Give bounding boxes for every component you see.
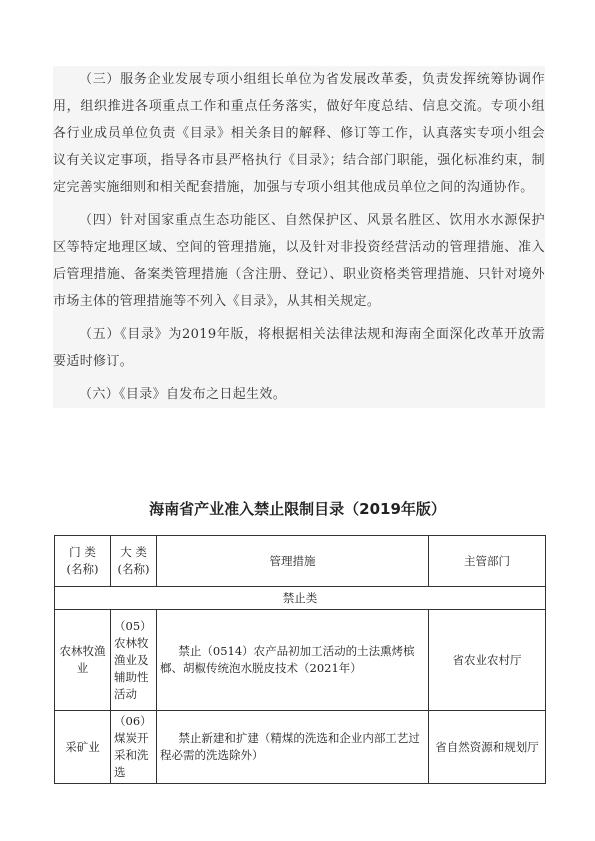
cell-major-class: （06）煤炭开采和洗选 [111,711,157,784]
catalog-table [54,535,546,784]
header-department: 主管部门 [429,536,546,587]
section-row [55,587,546,610]
cell-measure: 禁止（0514）农产品初加工活动的土法熏烤槟榔、胡椒传统泡水脱皮技术（2021年） [157,610,429,711]
cell-measure: 禁止新建和扩建（精煤的洗选和企业内部工艺过程必需的洗选除外） [157,711,429,784]
paragraph-3: （三）服务企业发展专项小组组长单位为省发展改革委，负责发挥统筹协调作用，组织推进各项重点工作和重点任务落实，做好年度总结、信息交流。专项小组各行业成员单位负责《目录》相关条目的解释、修订等工作，认真落实专项小组会议有关议定事项，指导各市县严格执行《目录》；结合部门职能，强化标准约束，制定完善实施细则和相关配套措施，加强与专项小组其他成员单位之间的沟通协作。 [53,72,545,195]
paragraph-6: （六）《目录》自发布之日起生效。 [79,387,287,402]
header-measure: 管理措施 [157,536,429,587]
cell-major-class: （05）农林牧渔业及辅助性活动 [111,610,157,711]
header-category: 门 类 (名称) [55,536,111,587]
cell-department: 省自然资源和规划厅 [429,711,546,784]
table-row [55,610,546,711]
cell-category: 农林牧渔业 [55,610,111,711]
header-major-class: 大 类 (名称) [111,536,157,587]
table-header-row [55,536,546,587]
cell-department: 省农业农村厅 [429,610,546,711]
paragraph-4: （四）针对国家重点生态功能区、自然保护区、风景名胜区、饮用水水源保护区等特定地理区域、空间的管理措施，以及针对非投资经营活动的管理措施、准入后管理措施、备案类管理措施（含注册、登记）、职业资格类管理措施、只针对境外市场主体的管理措施等不列入《目录》，从其相关规定。 [53,213,545,309]
catalog-title: 海南省产业准入禁止限制目录（2019年版） [149,500,446,518]
cell-category: 采矿业 [55,711,111,784]
body-text [53,66,545,408]
paragraph-5: （五）《目录》为2019年版，将根据相关法律法规和海南全面深化改革开放需要适时修订。 [53,327,545,369]
table-row [55,711,546,784]
section-label: 禁止类 [55,587,546,610]
